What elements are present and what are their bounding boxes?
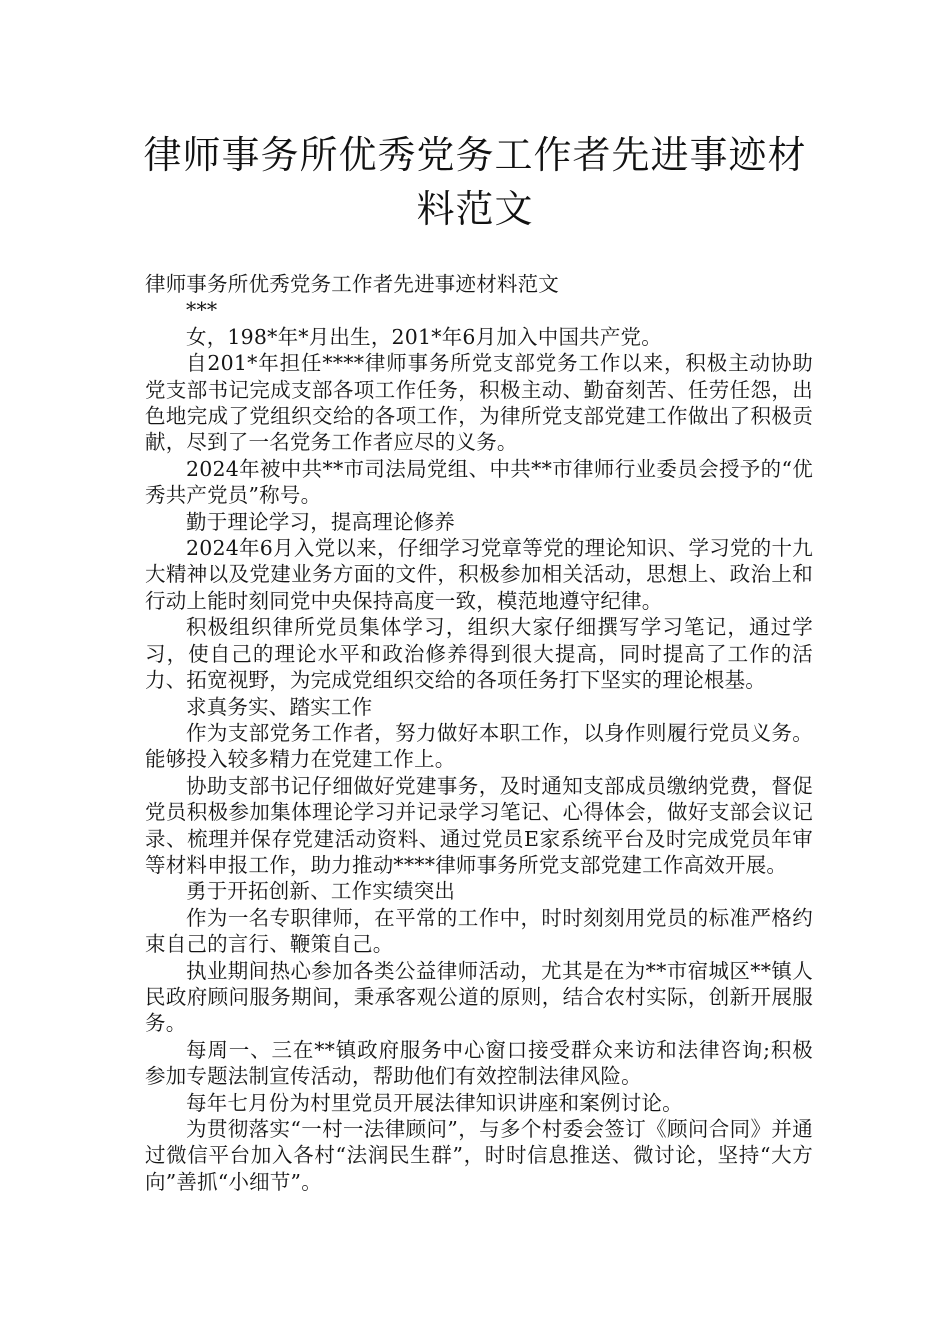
paragraph-body: 协助支部书记仔细做好党建事务，及时通知支部成员缴纳党费，督促党员积极参加集体理论学习并记录学习笔记、心得体会，做好支部会议记录、梳理并保存党建活动资料、通过党员E家系统平台及时完成党员年审等材料申报工作，助力推动****律师事务所党支部党建工作高效开展。 xyxy=(145,773,813,877)
paragraph-body: 自201*年担任****律师事务所党支部党务工作以来，积极主动协助党支部书记完成支部各项工作任务，积极主动、勤奋刻苦、任劳任怨，出色地完成了党组织交给的各项工作，为律所党支部党建工作做出了积极贡献，尽到了一名党务工作者应尽的义务。 xyxy=(145,351,813,455)
document-title: 律师事务所优秀党务工作者先进事迹材料范文 xyxy=(143,133,807,231)
paragraph-body: 2024年被中共**市司法局党组、中共**市律师行业委员会授予的“优秀共产党员”称号。 xyxy=(145,456,813,508)
paragraph-body: 为贯彻落实“一村一法律顾问”，与多个村委会签订《顾问合同》并通过微信平台加入各村“法润民生群”，时时信息推送、微讨论，坚持“大方向”善抓“小细节”。 xyxy=(145,1117,813,1194)
paragraph-body: 积极组织律所党员集体学习，组织大家仔细撰写学习笔记，通过学习，使自己的理论水平和政治修养得到很大提高，同时提高了工作的活力、拓宽视野，为完成党组织交给的各项任务打下坚实的理论根基。 xyxy=(145,615,813,693)
paragraph-body: 每年七月份为村里党员开展法律知识讲座和案例讨论。 xyxy=(186,1090,683,1115)
paragraph-body: 作为一名专职律师，在平常的工作中，时时刻刻用党员的标准严格约束自己的言行、鞭策自己。 xyxy=(145,905,813,957)
section-heading: 勇于开拓创新、工作实绩突出 xyxy=(186,879,456,904)
document-body xyxy=(145,271,813,1195)
paragraph-body: 作为支部党务工作者，努力做好本职工作，以身作则履行党员义务。能够投入较多精力在党建工作上。 xyxy=(145,720,813,772)
paragraph-body: 每周一、三在**镇政府服务中心窗口接受群众来访和法律咨询;积极参加专题法制宣传活动，帮助他们有效控制法律风险。 xyxy=(145,1037,813,1089)
paragraph-name-mask: *** xyxy=(186,298,218,323)
section-heading: 求真务实、踏实工作 xyxy=(186,694,373,719)
paragraph-subtitle: 律师事务所优秀党务工作者先进事迹材料范文 xyxy=(145,272,559,296)
paragraph-body: 2024年6月入党以来，仔细学习党章等党的理论知识、学习党的十九大精神以及党建业务方面的文件，积极参加相关活动，思想上、政治上和行动上能时刻同党中央保持高度一致，模范地遵守纪律。 xyxy=(145,536,813,613)
section-heading: 勤于理论学习，提高理论修养 xyxy=(186,509,456,534)
paragraph-profile: 女，198*年*月出生，201*年6月加入中国共产党。 xyxy=(186,324,662,349)
paragraph-body: 执业期间热心参加各类公益律师活动，尤其是在为**市宿城区**镇人民政府顾问服务期间，秉承客观公道的原则，结合农村实际，创新开展服务。 xyxy=(145,958,813,1036)
